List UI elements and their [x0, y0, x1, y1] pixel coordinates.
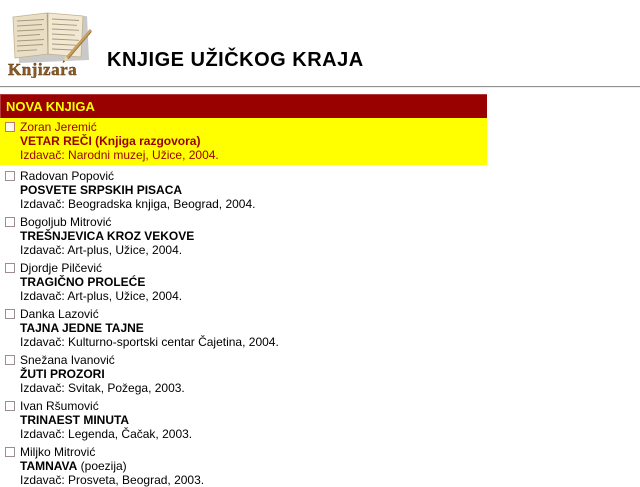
- book-title: TAMNAVA (poezija): [20, 459, 127, 473]
- book-details: [20, 445, 204, 487]
- book-author: Danka Lazović: [20, 307, 99, 321]
- book-list-item: [0, 215, 487, 257]
- book-publisher: Izdavač: Svitak, Požega, 2003.: [20, 381, 185, 395]
- book-title: ŽUTI PROZORI: [20, 367, 105, 381]
- book-details: [20, 215, 194, 257]
- book-title: TREŠNJEVICA KROZ VEKOVE: [20, 229, 195, 243]
- book-checkbox[interactable]: [5, 447, 15, 457]
- book-publisher: Izdavač: Beogradska knjiga, Beograd, 2004.: [20, 197, 256, 211]
- book-title: TRAGIČNO PROLEĆE: [20, 275, 146, 289]
- book-author: Radovan Popović: [20, 169, 115, 183]
- book-details: [20, 169, 256, 211]
- page-title: KNJIGE UŽIČKOG KRAJA: [107, 49, 364, 71]
- book-author: Ivan Ršumović: [20, 399, 99, 413]
- book-checkbox[interactable]: [5, 217, 15, 227]
- book-list: [0, 118, 487, 487]
- logo-text: Knjizara: [8, 60, 78, 78]
- book-author: Djordje Pilčević: [20, 261, 103, 275]
- book-author: Miljko Mitrović: [20, 445, 96, 459]
- book-checkbox[interactable]: [5, 355, 15, 365]
- book-publisher: Izdavač: Prosveta, Beograd, 2003.: [20, 473, 205, 487]
- site-logo[interactable]: [7, 8, 93, 78]
- book-checkbox[interactable]: [5, 401, 15, 411]
- book-checkbox[interactable]: [5, 309, 15, 319]
- book-publisher: Izdavač: Art-plus, Užice, 2004.: [20, 289, 183, 303]
- book-author: Zoran Jeremić: [20, 120, 97, 134]
- book-list-item: [0, 399, 487, 441]
- book-checkbox[interactable]: [5, 171, 15, 181]
- book-list-item: [0, 169, 487, 211]
- book-title: TAJNA JEDNE TAJNE: [20, 321, 144, 335]
- header-divider: [0, 86, 640, 88]
- book-list-item: [0, 445, 487, 487]
- book-author: Snežana Ivanović: [20, 353, 115, 367]
- book-list-item: [0, 307, 487, 349]
- book-title: POSVETE SRPSKIH PISACA: [20, 183, 183, 197]
- book-details: [20, 120, 219, 162]
- book-list-item: [0, 118, 487, 165]
- book-checkbox[interactable]: [5, 263, 15, 273]
- book-publisher: Izdavač: Narodni muzej, Užice, 2004.: [20, 148, 219, 162]
- book-author: Bogoljub Mitrović: [20, 215, 112, 229]
- book-title: VETAR REČI (Knjiga razgovora): [20, 134, 201, 148]
- book-publisher: Izdavač: Legenda, Čačak, 2003.: [20, 427, 193, 441]
- book-details: [20, 261, 182, 303]
- section-header-nova-knjiga: NOVA KNJIGA: [0, 94, 487, 118]
- book-listing: [0, 94, 487, 487]
- book-details: [20, 353, 185, 395]
- book-title: TRINAEST MINUTA: [20, 413, 130, 427]
- book-publisher: Izdavač: Kulturno-sportski centar Čajetina, 2004.: [20, 335, 279, 349]
- book-details: [20, 399, 192, 441]
- book-publisher: Izdavač: Art-plus, Užice, 2004.: [20, 243, 183, 257]
- open-book-pencil-icon: [7, 8, 93, 78]
- book-checkbox[interactable]: [5, 122, 15, 132]
- page-header: [0, 0, 640, 78]
- book-list-item: [0, 261, 487, 303]
- book-details: [20, 307, 279, 349]
- book-list-item: [0, 353, 487, 395]
